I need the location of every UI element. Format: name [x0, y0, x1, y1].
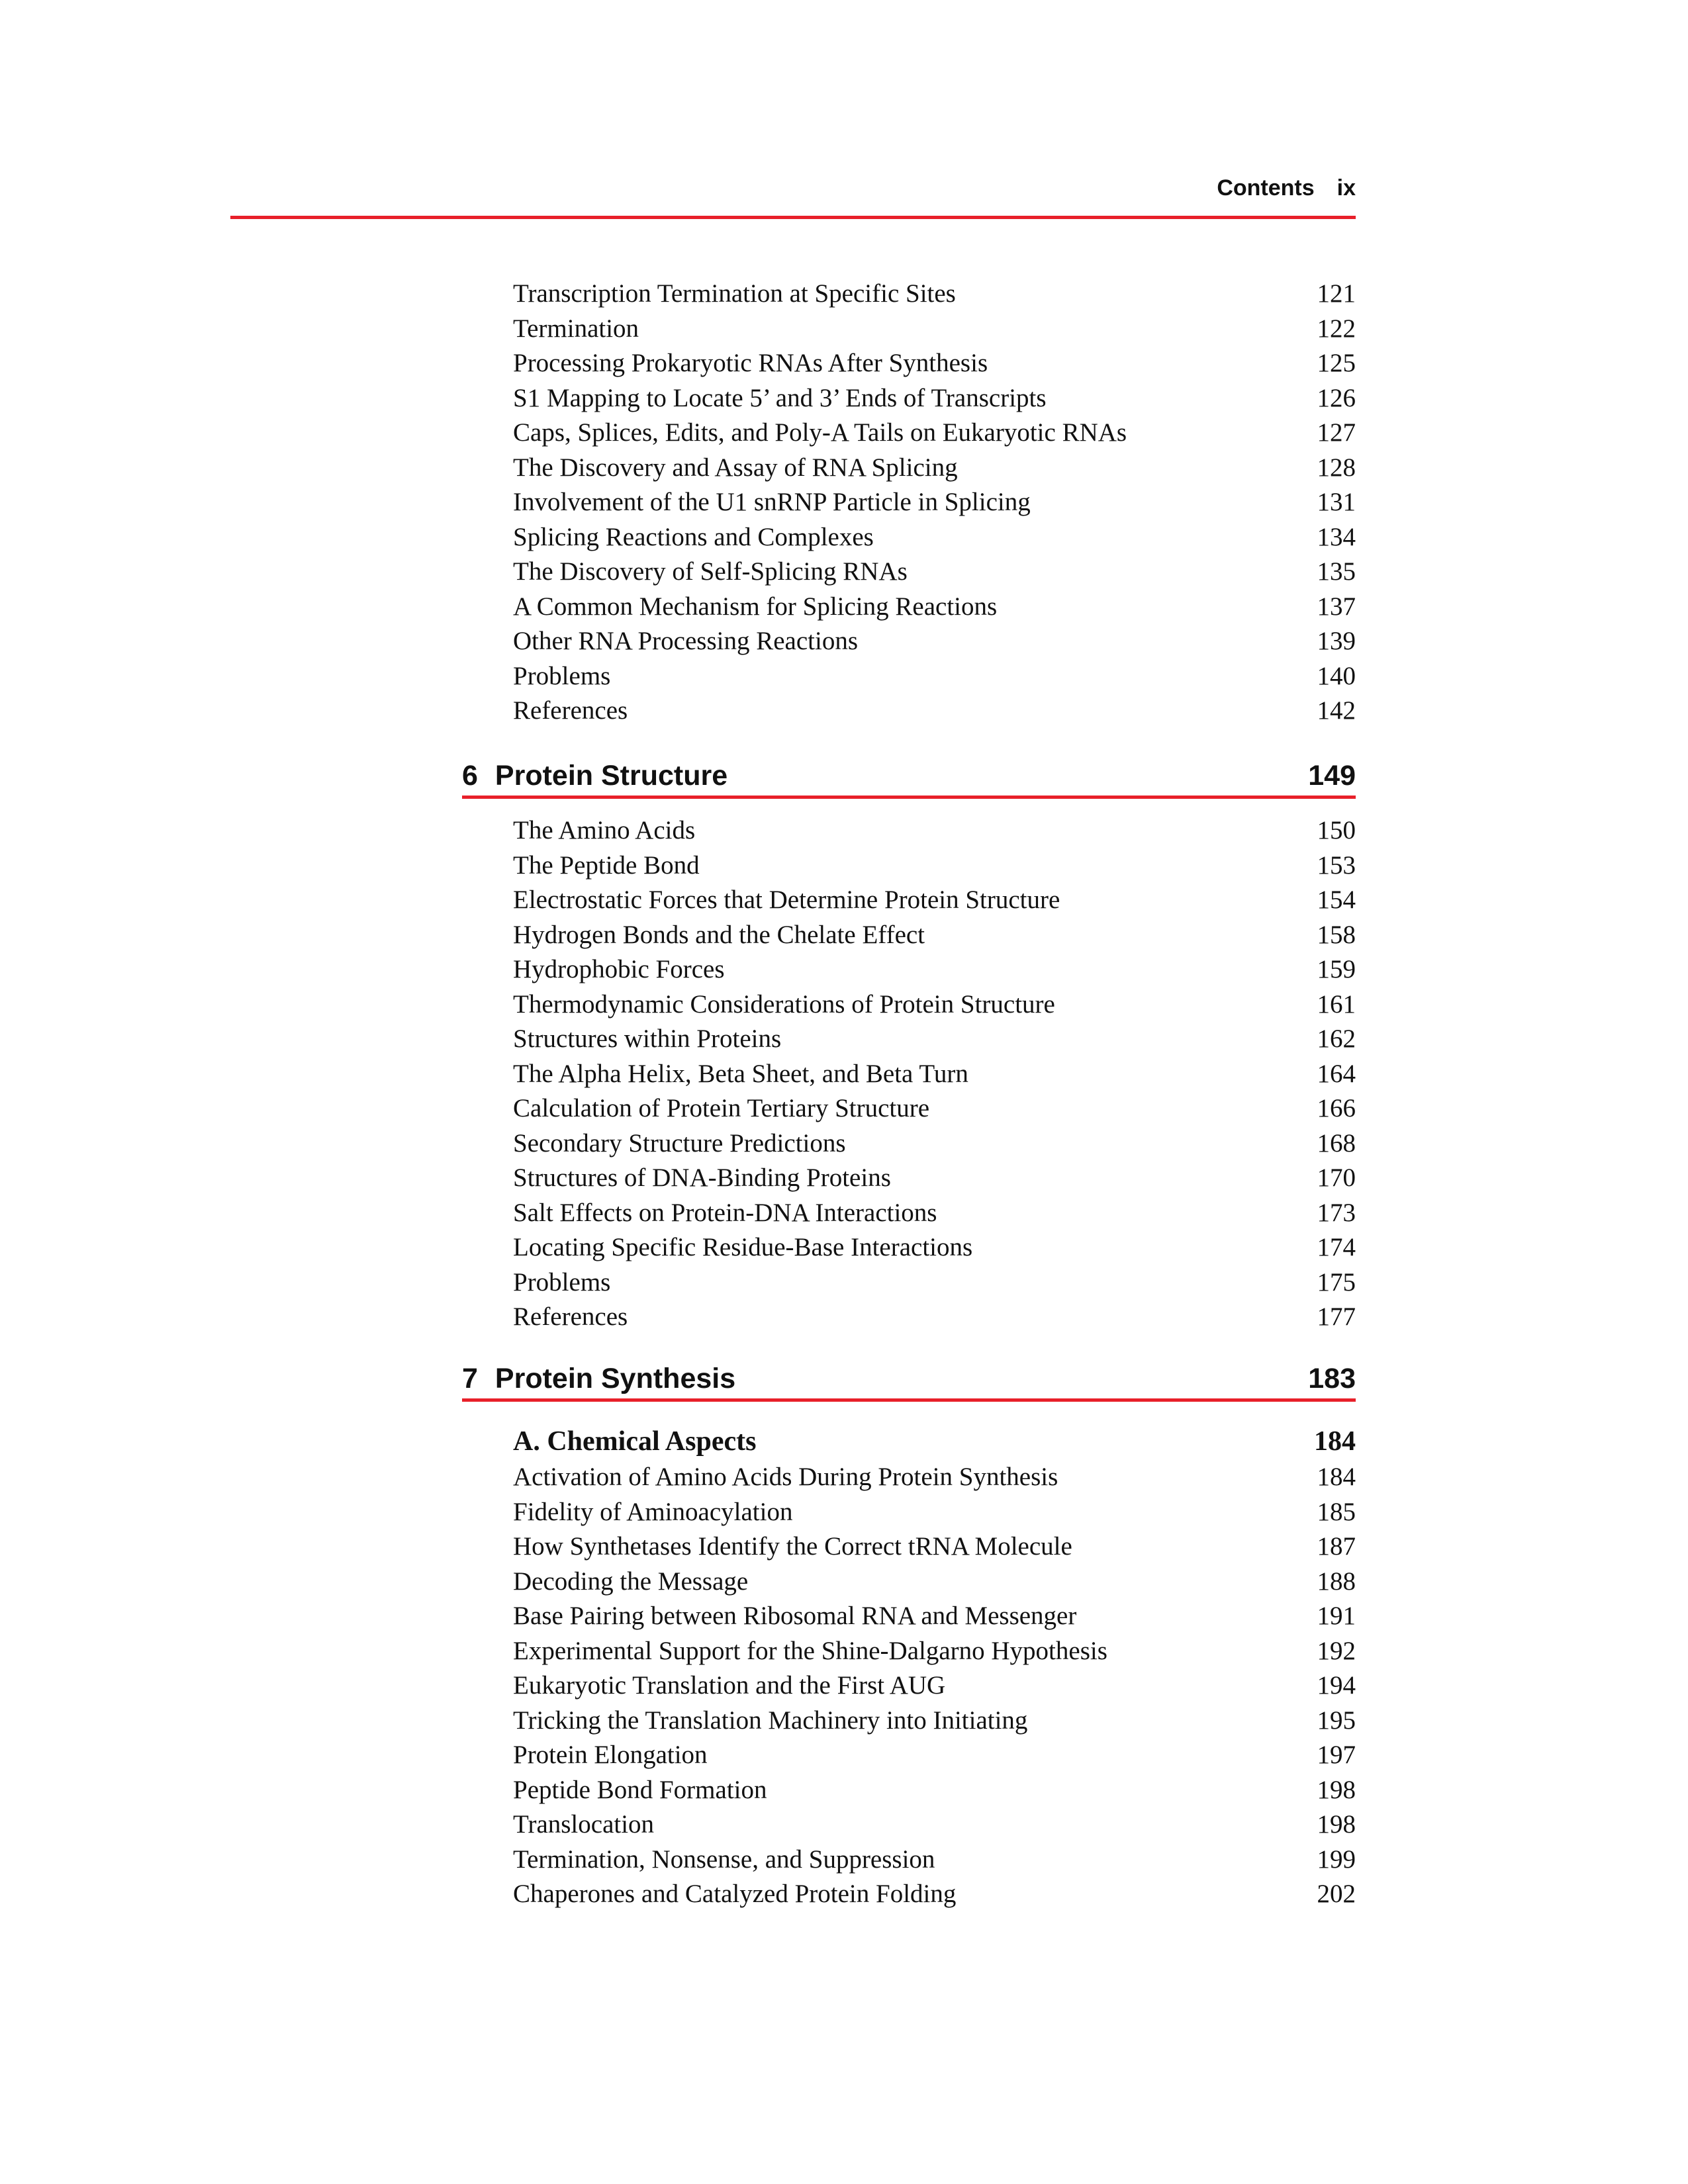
toc-entry[interactable] [513, 987, 1356, 1023]
toc-entry-title: The Peptide Bond [513, 850, 700, 880]
toc-entry-page: 191 [1317, 1602, 1356, 1630]
toc-entry-page: 197 [1317, 1741, 1356, 1769]
toc-entry-title: Calculation of Protein Tertiary Structure [513, 1094, 930, 1122]
toc-entry[interactable] [513, 883, 1356, 918]
toc-entry[interactable] [513, 1057, 1356, 1092]
toc-entry-title: References [513, 1302, 628, 1331]
toc-entry-page: 125 [1317, 349, 1356, 377]
toc-entry-page: 174 [1317, 1233, 1356, 1261]
toc-entry-title: Translocation [513, 1810, 655, 1839]
toc-entry-page: 158 [1317, 920, 1356, 949]
toc-entry-title: Termination [513, 314, 639, 343]
toc-entry-title: Chaperones and Catalyzed Protein Folding [513, 1880, 957, 1908]
toc-entry-title: Peptide Bond Formation [513, 1775, 767, 1804]
toc-entry[interactable] [513, 1495, 1356, 1530]
chapter-number: 6 [462, 760, 478, 792]
toc-entry[interactable] [513, 1634, 1356, 1669]
toc-entry[interactable] [513, 555, 1356, 590]
toc-entry-title: Hydrogen Bonds and the Chelate Effect [513, 920, 925, 949]
toc-entry-title: Decoding the Message [513, 1567, 749, 1596]
toc-entry[interactable] [513, 590, 1356, 625]
toc-entry[interactable] [513, 1529, 1356, 1565]
running-head-page-number: ix [1336, 175, 1356, 201]
toc-entry-page: 198 [1317, 1775, 1356, 1804]
toc-entry-page: 187 [1317, 1532, 1356, 1561]
toc-entry-title: Tricking the Translation Machinery into Initiating [513, 1706, 1028, 1735]
toc-entry[interactable] [513, 624, 1356, 659]
toc-entry-title: Base Pairing between Ribosomal RNA and Messenger [513, 1602, 1077, 1630]
toc-entry-page: 140 [1317, 661, 1356, 690]
toc-entry[interactable] [513, 848, 1356, 884]
toc-entry[interactable] [513, 520, 1356, 555]
toc-entry[interactable] [513, 813, 1356, 848]
toc-block-chapter7 [513, 1423, 1356, 1912]
toc-entry-title: Thermodynamic Considerations of Protein Structure [513, 989, 1055, 1019]
toc-entry[interactable] [513, 1022, 1356, 1057]
toc-entry-page: 166 [1317, 1094, 1356, 1122]
toc-entry[interactable] [513, 381, 1356, 416]
toc-entry-page: 126 [1317, 383, 1356, 412]
toc-entry[interactable] [513, 1091, 1356, 1126]
toc-entry-title: Structures within Proteins [513, 1024, 782, 1053]
toc-entry-title: Transcription Termination at Specific Sites [513, 279, 956, 308]
toc-entry-title: The Discovery of Self-Splicing RNAs [513, 557, 908, 586]
toc-entry[interactable] [513, 1704, 1356, 1739]
chapter-page: 149 [1308, 760, 1356, 792]
toc-entry-title: Problems [513, 1267, 611, 1297]
chapter-number: 7 [462, 1363, 478, 1394]
toc-entry-page: 162 [1317, 1024, 1356, 1053]
toc-block-chapter6 [513, 813, 1356, 1335]
toc-entry-page: 142 [1317, 696, 1356, 725]
toc-entry[interactable] [513, 1196, 1356, 1231]
toc-entry-title: Electrostatic Forces that Determine Protein Structure [513, 886, 1060, 914]
running-head [230, 173, 1356, 203]
toc-entry-page: 175 [1317, 1267, 1356, 1297]
toc-entry-title: Locating Specific Residue-Base Interactions [513, 1233, 973, 1261]
toc-entry-title: Secondary Structure Predictions [513, 1128, 846, 1158]
toc-entry[interactable] [513, 416, 1356, 451]
toc-entry-title: Splicing Reactions and Complexes [513, 522, 874, 551]
toc-entry-page: 121 [1317, 279, 1356, 308]
header-rule [230, 216, 1356, 219]
toc-entry-title: Experimental Support for the Shine-Dalgarno Hypothesis [513, 1636, 1107, 1665]
toc-section-heading[interactable] [513, 1423, 1356, 1460]
toc-entry[interactable] [513, 1300, 1356, 1335]
toc-entry-title: Salt Effects on Protein-DNA Interactions [513, 1198, 937, 1227]
toc-entry[interactable] [513, 918, 1356, 953]
toc-entry-title: S1 Mapping to Locate 5’ and 3’ Ends of Transcripts [513, 383, 1047, 412]
toc-entry-title: Protein Elongation [513, 1741, 708, 1769]
toc-entry[interactable] [513, 1126, 1356, 1161]
toc-entry-title: Termination, Nonsense, and Suppression [513, 1844, 935, 1874]
toc-entry[interactable] [513, 1877, 1356, 1912]
toc-entry-title: Structures of DNA-Binding Proteins [513, 1163, 891, 1192]
toc-entry[interactable] [513, 1599, 1356, 1634]
chapter-title: Protein Synthesis [494, 1363, 736, 1394]
toc-entry[interactable] [513, 1668, 1356, 1704]
toc-entry-page: 134 [1317, 522, 1356, 551]
toc-entry-page: 127 [1317, 418, 1356, 447]
toc-entry-page: 198 [1317, 1810, 1356, 1839]
toc-entry[interactable] [513, 1161, 1356, 1196]
toc-entry-page: 131 [1317, 488, 1356, 516]
toc-entry-page: 139 [1317, 627, 1356, 655]
toc-entry-title: The Amino Acids [513, 816, 696, 844]
toc-entry-page: 161 [1317, 989, 1356, 1019]
chapter-page: 183 [1308, 1363, 1356, 1394]
toc-entry-page: 194 [1317, 1671, 1356, 1700]
toc-entry[interactable] [513, 485, 1356, 520]
toc-entry[interactable] [513, 694, 1356, 729]
toc-entry-page: 177 [1317, 1302, 1356, 1331]
toc-entry-title: The Discovery and Assay of RNA Splicing [513, 453, 958, 482]
toc-block-chapter5-continued [513, 277, 1356, 729]
toc-entry-title: Problems [513, 661, 611, 690]
toc-entry-page: 128 [1317, 453, 1356, 482]
toc-entry-page: 159 [1317, 955, 1356, 983]
toc-entry[interactable] [513, 1265, 1356, 1300]
toc-entry-title: Eukaryotic Translation and the First AUG [513, 1671, 946, 1700]
toc-entry-page: 199 [1317, 1844, 1356, 1874]
toc-entry-page: 153 [1317, 850, 1356, 880]
toc-entry-page: 170 [1317, 1163, 1356, 1192]
toc-entry-page: 173 [1317, 1198, 1356, 1227]
toc-entry-title: Processing Prokaryotic RNAs After Synthesis [513, 349, 988, 377]
toc-entry[interactable] [513, 1807, 1356, 1843]
toc-entry-title: Other RNA Processing Reactions [513, 627, 859, 655]
toc-entry[interactable] [513, 1738, 1356, 1773]
toc-entry[interactable] [513, 1843, 1356, 1878]
toc-entry[interactable] [513, 1565, 1356, 1600]
section-page: 184 [1314, 1426, 1356, 1457]
toc-entry[interactable] [513, 659, 1356, 694]
toc-entry-page: 192 [1317, 1636, 1356, 1665]
toc-entry[interactable] [513, 952, 1356, 987]
toc-entry[interactable] [513, 1460, 1356, 1495]
chapter-heading-label [462, 756, 727, 796]
section-title: A. Chemical Aspects [513, 1426, 757, 1457]
chapter-heading-7[interactable] [462, 1359, 1356, 1402]
toc-entry-title: How Synthetases Identify the Correct tRNA Molecule [513, 1532, 1072, 1561]
chapter-heading-label [462, 1359, 735, 1398]
toc-entry-title: Fidelity of Aminoacylation [513, 1497, 793, 1526]
toc-entry-title: Hydrophobic Forces [513, 955, 725, 983]
toc-entry-title: References [513, 696, 628, 725]
toc-entry-page: 135 [1317, 557, 1356, 586]
toc-entry[interactable] [513, 1773, 1356, 1808]
toc-entry[interactable] [513, 346, 1356, 381]
toc-entry-title: A Common Mechanism for Splicing Reactions [513, 592, 998, 621]
toc-entry[interactable] [513, 451, 1356, 486]
toc-entry-page: 150 [1317, 816, 1356, 844]
toc-entry-page: 195 [1317, 1706, 1356, 1735]
toc-entry-page: 185 [1317, 1497, 1356, 1526]
toc-entry-page: 188 [1317, 1567, 1356, 1596]
toc-entry-title: Activation of Amino Acids During Protein Synthesis [513, 1463, 1058, 1491]
toc-entry[interactable] [513, 1230, 1356, 1265]
toc-entry[interactable] [513, 277, 1356, 312]
toc-entry-page: 168 [1317, 1128, 1356, 1158]
toc-entry-page: 202 [1317, 1880, 1356, 1908]
toc-entry-page: 137 [1317, 592, 1356, 621]
toc-entry-page: 164 [1317, 1059, 1356, 1088]
toc-entry-page: 154 [1317, 886, 1356, 914]
toc-entry-title: Involvement of the U1 snRNP Particle in Splicing [513, 488, 1031, 516]
toc-entry-page: 122 [1317, 314, 1356, 343]
chapter-title: Protein Structure [494, 760, 728, 792]
toc-entry-title: Caps, Splices, Edits, and Poly-A Tails on Eukaryotic RNAs [513, 418, 1127, 447]
toc-entry-title: The Alpha Helix, Beta Sheet, and Beta Turn [513, 1059, 968, 1088]
toc-entry[interactable] [513, 312, 1356, 347]
chapter-heading-6[interactable] [462, 756, 1356, 799]
toc-entry-page: 184 [1317, 1463, 1356, 1491]
running-head-title: Contents [1217, 175, 1315, 201]
